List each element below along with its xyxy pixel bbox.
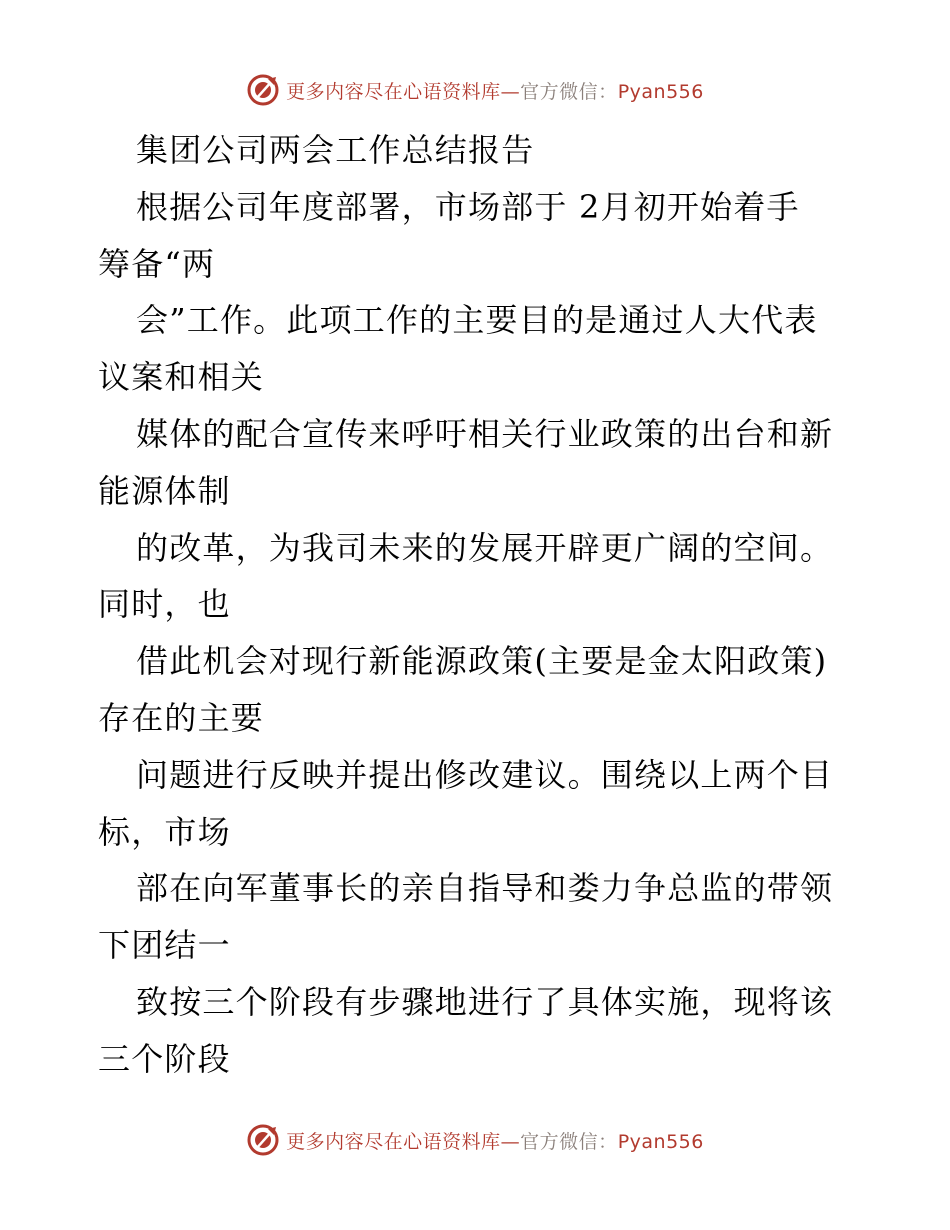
banner-dash: — xyxy=(500,1130,521,1153)
paragraph-line: 部在向军董事长的亲自指导和娄力争总监的带领 xyxy=(136,869,834,908)
header-watermark-banner xyxy=(0,70,950,110)
document-title: 集团公司两会工作总结报告 xyxy=(136,131,535,169)
banner-wechat-label: 官方微信： xyxy=(520,1130,618,1153)
paragraph-line: 标，市场 xyxy=(98,812,231,851)
paragraph-line: 议案和相关 xyxy=(98,358,265,397)
paragraph-line: 能源体制 xyxy=(98,471,231,510)
paragraph-line: 存在的主要 xyxy=(98,698,265,737)
paragraph-line: 下团结一 xyxy=(98,926,231,965)
banner-main-text: 更多内容尽在心语资料库 xyxy=(286,80,501,103)
paragraph-line: 媒体的配合宣传来呼吁相关行业政策的出台和新 xyxy=(136,414,834,453)
banner-wechat-id: Pyan556 xyxy=(617,1130,704,1153)
banner-wechat-label: 官方微信： xyxy=(520,80,618,103)
footer-watermark-banner xyxy=(0,1120,950,1160)
paragraph-line: 同时，也 xyxy=(98,585,231,624)
paragraph-line: 致按三个阶段有步骤地进行了具体实施，现将该 xyxy=(136,982,834,1021)
paragraph-line: 筹备“两 xyxy=(98,244,216,283)
paragraph-line: 问题进行反映并提出修改建议。围绕以上两个目 xyxy=(136,755,834,794)
paragraph-line: 三个阶段 xyxy=(98,1039,231,1078)
banner-main-text: 更多内容尽在心语资料库 xyxy=(286,1130,501,1153)
banner-text xyxy=(286,1127,704,1154)
banner-wechat-id: Pyan556 xyxy=(617,80,704,103)
banner-text xyxy=(286,77,704,104)
paragraph-line: 会”工作。此项工作的主要目的是通过人大代表 xyxy=(136,301,818,340)
document-body xyxy=(98,122,858,1088)
logo-icon xyxy=(246,1123,280,1157)
paragraph-line: 借此机会对现行新能源政策(主要是金太阳政策) xyxy=(136,642,828,681)
logo-icon xyxy=(246,73,280,107)
banner-dash: — xyxy=(500,80,521,103)
paragraph-line: 的改革，为我司未来的发展开辟更广阔的空间。 xyxy=(136,528,834,567)
paragraph-line: 根据公司年度部署，市场部于 2月初开始着手 xyxy=(136,187,800,226)
